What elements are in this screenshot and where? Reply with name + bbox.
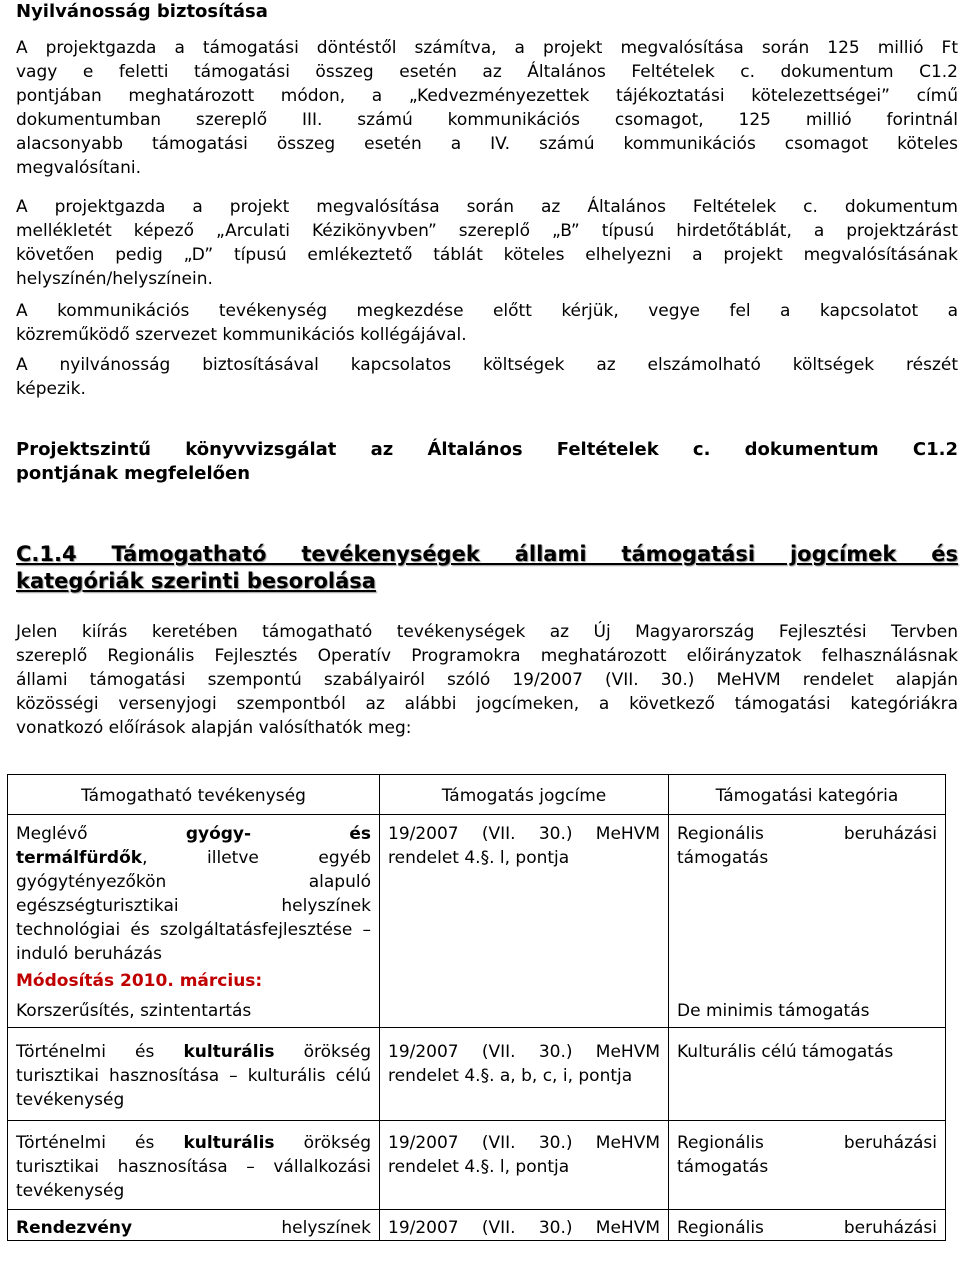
section-heading-audit (16, 438, 958, 486)
text-line: közösségi versenyjogi szempontból az alábbi jogcímeken, a következő támogatási kategóriákra (16, 694, 958, 714)
table-row (8, 1028, 946, 1121)
activity-cell: Rendezvény helyszínek (8, 1210, 380, 1241)
text-line: megvalósítani. (16, 158, 141, 178)
legal-basis-cell: 19/2007 (VII. 30.) MeHVM rendelet 4.§. a, b, c, i, pontja (380, 1028, 669, 1121)
text-line: közreműködő szervezet kommunikációs kollégájával. (16, 325, 467, 345)
section-heading-c14 (16, 541, 958, 595)
header-activity: Támogatható tevékenység (8, 775, 380, 815)
text-line: kategóriák szerinti besorolása (16, 569, 376, 593)
section-heading-publicity: Nyilvánosság biztosítása (16, 1, 268, 22)
legal-basis-cell: 19/2007 (VII. 30.) MeHVM rendelet 4.§. l, pontja (380, 1121, 669, 1210)
paragraph-publicity-2 (16, 195, 958, 291)
text-line: C.1.4 Támogatható tevékenységek állami támogatási jogcímek és (16, 542, 958, 566)
text-line: A projektgazda a támogatási döntéstől számítva, a projekt megvalósítása során 125 millió Ft (16, 38, 958, 58)
legal-basis-cell: 19/2007 (VII. 30.) MeHVM rendelet 4.§. l, pontja (380, 815, 669, 1028)
text-line: alacsonyabb támogatási összeg esetén a IV. számú kommunikációs csomagot köteles (16, 134, 958, 154)
activity-cell: Meglévő gyógy- és termálfürdők, illetve egyéb gyógytényezőkön alapuló egészségturisztikai helyszínek technológiai és szolgáltatásfejlesztése – induló beruházás Módosítás 2010. március: Korszerűsítés, szintentartás (8, 815, 380, 1028)
text-line: dokumentumban szereplő III. számú kommunikációs csomagot, 125 millió forintnál (16, 110, 958, 130)
text-line: mellékletét képező „Arculati Kézikönyvben” szereplő „B” típusú hirdetőtáblát, a projektzárást (16, 221, 958, 241)
table-header-row (8, 775, 946, 815)
table-row (8, 1210, 946, 1241)
paragraph-c14 (16, 620, 958, 740)
text-line: pontjának megfelelően (16, 463, 251, 484)
legal-basis-cell: 19/2007 (VII. 30.) MeHVM (380, 1210, 669, 1241)
category-cell: Regionális beruházási támogatás De minimis támogatás (669, 815, 946, 1028)
activity-cell: Történelmi és kulturális örökség turisztikai hasznosítása – vállalkozási tevékenység (8, 1121, 380, 1210)
activity-cell: Történelmi és kulturális örökség turisztikai hasznosítása – kulturális célú tevékenység (8, 1028, 380, 1121)
text-line: pontjában meghatározott módon, a „Kedvezményezettek tájékoztatási kötelezettségei” című (16, 86, 958, 106)
header-legal-basis: Támogatás jogcíme (380, 775, 669, 815)
text-line: A kommunikációs tevékenység megkezdése előtt kérjük, vegye fel a kapcsolatot a (16, 301, 958, 321)
support-categories-table (7, 774, 946, 1241)
text-line: vonatkozó előírások alapján valósíthatók meg: (16, 718, 412, 738)
paragraph-publicity-3 (16, 299, 958, 347)
text-line: vagy e feletti támogatási összeg esetén az Általános Feltételek c. dokumentum C1.2 (16, 62, 958, 82)
paragraph-publicity-1 (16, 36, 958, 180)
text-line: A nyilvánosság biztosításával kapcsolatos költségek az elszámolható költségek részét (16, 355, 958, 375)
text-line: helyszínén/helyszínein. (16, 269, 213, 289)
category-cell: Kulturális célú támogatás (669, 1028, 946, 1121)
text-line: képezik. (16, 379, 86, 399)
table-row (8, 815, 946, 1028)
text-line: A projektgazda a projekt megvalósítása során az Általános Feltételek c. dokumentum (16, 197, 958, 217)
text-line: Projektszintű könyvvizsgálat az Általános Feltételek c. dokumentum C1.2 (16, 439, 958, 460)
text-line: követően pedig „D” típusú emlékeztető táblát köteles elhelyezni a projekt megvalósításának (16, 245, 958, 265)
header-category: Támogatási kategória (669, 775, 946, 815)
table-row (8, 1121, 946, 1210)
category-cell: Regionális beruházási (669, 1210, 946, 1241)
modification-note: Módosítás 2010. március: (16, 971, 263, 991)
text-line: szereplő Regionális Fejlesztés Operatív Programokra meghatározott előirányzatok felhasználásnak (16, 646, 958, 666)
text-line: állami támogatási szempontú szabályairól szóló 19/2007 (VII. 30.) MeHVM rendelet alapján (16, 670, 958, 690)
category-cell: Regionális beruházási támogatás (669, 1121, 946, 1210)
paragraph-publicity-4 (16, 353, 958, 401)
text-line: Jelen kiírás keretében támogatható tevékenységek az Új Magyarország Fejlesztési Tervben (16, 622, 958, 642)
